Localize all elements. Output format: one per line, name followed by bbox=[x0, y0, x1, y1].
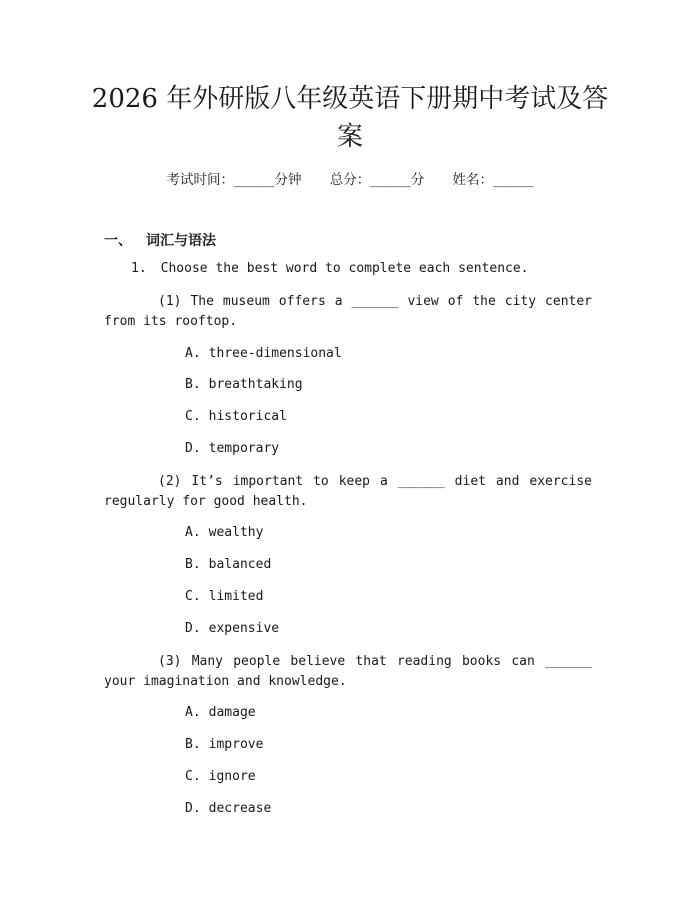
option-text: limited bbox=[208, 589, 264, 604]
option-text: temporary bbox=[208, 441, 280, 456]
answer-option bbox=[185, 377, 303, 392]
option-text: three-dimensional bbox=[208, 346, 342, 361]
total-score-field: 总分：______分 bbox=[329, 172, 425, 188]
answer-option bbox=[185, 621, 279, 636]
question-instruction bbox=[131, 261, 529, 276]
option-letter: B. bbox=[185, 377, 201, 392]
answer-option bbox=[185, 801, 271, 816]
answer-option bbox=[185, 705, 256, 720]
option-text: balanced bbox=[208, 557, 272, 572]
question-stem: (1) The museum offers a ______ view of the city center from its rooftop. bbox=[104, 294, 592, 329]
option-text: expensive bbox=[208, 621, 280, 636]
option-letter: C. bbox=[185, 409, 201, 424]
question-item bbox=[104, 472, 592, 512]
option-letter: A. bbox=[185, 346, 201, 361]
section-number: 一、 bbox=[104, 233, 132, 249]
answer-option bbox=[185, 441, 279, 456]
option-letter: A. bbox=[185, 525, 201, 540]
answer-option bbox=[185, 589, 263, 604]
option-text: improve bbox=[208, 737, 264, 752]
option-text: breathtaking bbox=[208, 377, 303, 392]
option-text: ignore bbox=[208, 769, 256, 784]
answer-option bbox=[185, 409, 287, 424]
option-letter: D. bbox=[185, 441, 201, 456]
option-text: historical bbox=[208, 409, 287, 424]
option-text: decrease bbox=[208, 801, 272, 816]
answer-option bbox=[185, 769, 256, 784]
option-letter: C. bbox=[185, 589, 201, 604]
answer-option bbox=[185, 557, 271, 572]
answer-option bbox=[185, 525, 263, 540]
answer-option bbox=[185, 737, 263, 752]
instruction-text: Choose the best word to complete each sentence. bbox=[160, 261, 529, 276]
section-heading bbox=[104, 230, 216, 250]
option-letter: B. bbox=[185, 737, 201, 752]
option-letter: B. bbox=[185, 557, 201, 572]
option-text: wealthy bbox=[208, 525, 264, 540]
question-stem: (3) Many people believe that reading books can ______ your imagination and knowledge. bbox=[104, 654, 592, 689]
question-item bbox=[104, 292, 592, 332]
section-title: 词汇与语法 bbox=[146, 233, 216, 249]
question-stem: (2) It’s important to keep a ______ diet and exercise regularly for good health. bbox=[104, 474, 592, 509]
option-letter: A. bbox=[185, 705, 201, 720]
instruction-number: 1. bbox=[131, 261, 147, 276]
exam-time-field: 考试时间：______分钟 bbox=[166, 172, 302, 188]
answer-option bbox=[185, 346, 342, 361]
page-title: 2026 年外研版八年级英语下册期中考试及答案 bbox=[91, 84, 609, 152]
option-letter: D. bbox=[185, 621, 201, 636]
question-item bbox=[104, 652, 592, 692]
name-field: 姓名：______ bbox=[452, 172, 534, 188]
option-letter: C. bbox=[185, 769, 201, 784]
option-letter: D. bbox=[185, 801, 201, 816]
exam-meta bbox=[0, 168, 700, 188]
option-text: damage bbox=[208, 705, 256, 720]
